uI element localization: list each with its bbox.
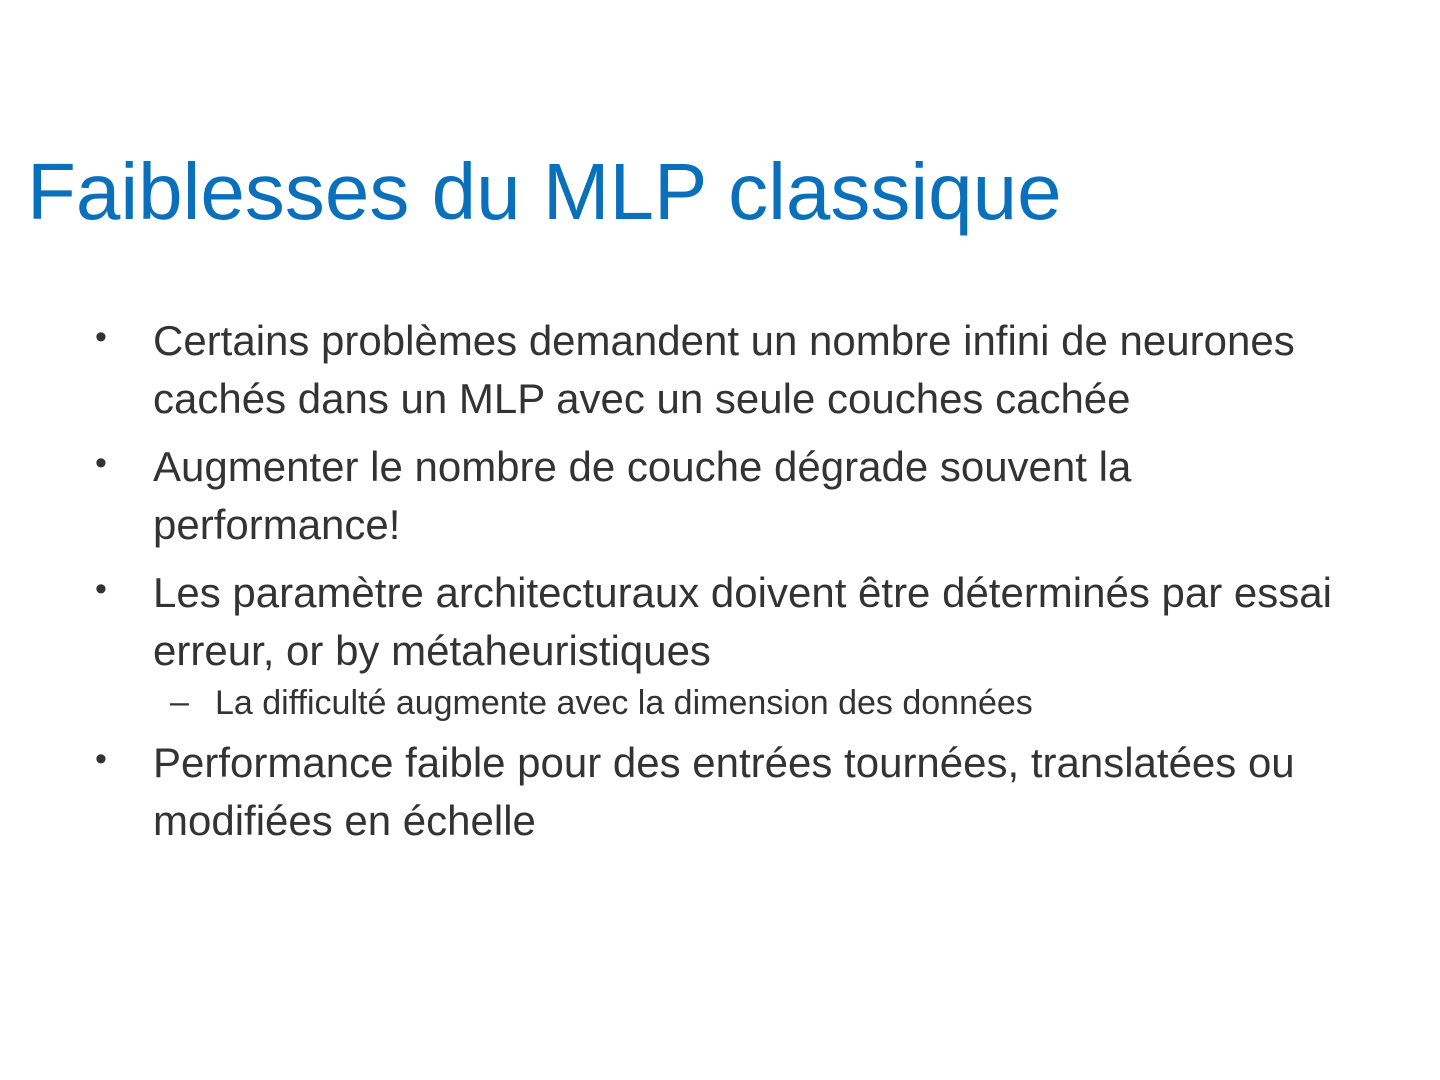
bullet-text: Augmenter le nombre de couche dégrade souvent la performance! [153,443,1132,548]
bullet-marker: • [95,444,107,482]
bullet-marker: • [95,570,107,608]
bullet-marker: • [95,318,107,356]
bullet-text: Les paramètre architecturaux doivent être déterminés par essai erreur, or by métaheuristiques [153,569,1332,674]
bullet-text: Certains problèmes demandent un nombre infini de neurones cachés dans un MLP avec un seule couches cachée [153,317,1295,422]
subbullet-text: La difficulté augmente avec la dimension des données [215,684,1033,722]
bullet-item [95,734,1345,850]
bullet-item [95,564,1345,724]
subbullet-list [153,682,1345,724]
bullet-marker: • [95,740,107,778]
slide-title: Faiblesses du MLP classique [27,147,1062,236]
bullet-item [95,312,1345,428]
bullet-text: Performance faible pour des entrées tournées, translatées ou modifiées en échelle [153,739,1295,844]
subbullet-marker: – [170,683,189,721]
subbullet-item [153,682,1345,724]
bullet-list [95,312,1345,860]
bullet-item [95,438,1345,554]
